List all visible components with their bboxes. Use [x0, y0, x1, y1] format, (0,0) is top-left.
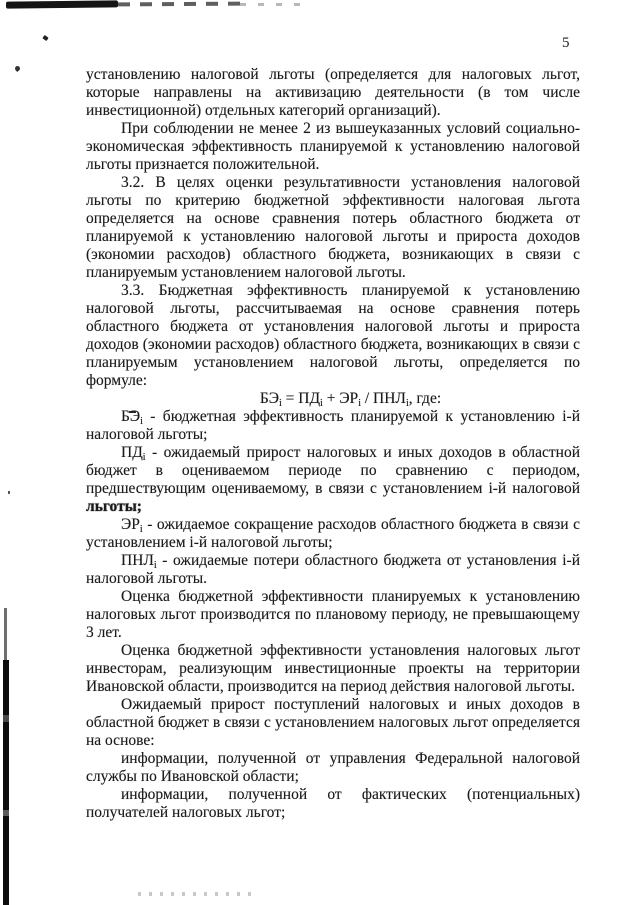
- formula-subscript: i: [405, 398, 409, 409]
- formula-subscript: i: [358, 398, 361, 409]
- paragraph-clause-3-3: 3.3. Бюджетная эффективность планируемой к установлению налоговой льготы, рассчитываемая на основе сравнения потерь областного бюджета от установления налоговой льготы и прироста доходов (экономии расходов) областного бюджета, возникающих в связи с планируемым установлением налоговой льготы, определяется по формуле:: [86, 282, 580, 389]
- scan-artifact-speck: [42, 35, 48, 41]
- scan-artifact-speck: [14, 65, 21, 72]
- scan-artifact-speck: [8, 491, 10, 494]
- paragraph: Оценка бюджетной эффективности планируемых к установлению налоговых льгот производится по плановому периоду, не превышающему 3 лет.: [86, 588, 580, 641]
- formula-term: БЭ: [259, 390, 279, 407]
- definition-text: - ожидаемые потери областного бюджета от установления i-й налоговой льготы.: [86, 552, 580, 587]
- definition-be: [86, 408, 580, 444]
- formula-subscript: i: [279, 398, 282, 409]
- definition-subscript: i: [142, 452, 146, 463]
- definition-subscript: i: [139, 524, 143, 535]
- definition-text-smudged: льготы;: [86, 498, 142, 515]
- formula-term: / ПНЛ: [360, 390, 406, 407]
- paragraph: При соблюдении не менее 2 из вышеуказанных условий социально-экономическая эффективность планируемой к установлению налоговой льготы признается положительной.: [86, 120, 580, 173]
- definition-subscript: i: [140, 416, 143, 427]
- paragraph: Ожидаемый прирост поступлений налоговых и иных доходов в областной бюджет в связи с установлением налоговых льгот определяется на основе:: [86, 696, 580, 749]
- formula-term: + ЭР: [322, 390, 359, 407]
- definition-text: - ожидаемое сокращение расходов областного бюджета в связи с установлением i-й налоговой льготы;: [86, 516, 580, 551]
- scan-artifact-top-streak: [6, 0, 118, 8]
- scan-artifact-top-dots: [240, 3, 310, 6]
- page-number: 5: [562, 35, 570, 51]
- formula-term: = ПД: [281, 390, 321, 407]
- paragraph-list-item: информации, полученной от управления Федеральной налоговой службы по Ивановской области;: [86, 750, 580, 785]
- formula-tail: , где:: [408, 390, 442, 407]
- definition-pd: [86, 444, 580, 516]
- scan-artifact-top-dashes: [118, 2, 240, 7]
- formula-subscript: i: [320, 398, 323, 409]
- definition-term: ПНЛ: [121, 552, 154, 569]
- paragraph: Оценка бюджетной эффективности установления налоговых льгот инвесторам, реализующим инвестиционные проекты на территории Ивановской области, производится на период действия налоговой льготы.: [86, 642, 580, 695]
- definition-subscript: i: [153, 560, 157, 571]
- document-text-block: [86, 66, 580, 822]
- definition-term: БЭ: [121, 408, 141, 425]
- definition-text: - ожидаемый прирост налоговых и иных доходов в областной бюджет в оцениваемом периоде по сравнению с периодом, предшествующим оцениваемому, в связи с установлением i-й налоговой: [86, 444, 580, 497]
- scan-artifact-left-bar-black: [3, 660, 9, 905]
- definition-term: ЭР: [121, 516, 140, 533]
- paragraph-clause-3-2: 3.2. В целях оценки результативности установления налоговой льготы по критерию бюджетной эффективности налоговая льгота определяется на основе сравнения потерь областного бюджета от планируемой к установлению налоговой льготы и прироста доходов (экономии расходов) областного бюджета, возникающих в связи с планируемым установлением налоговой льготы.: [86, 174, 580, 281]
- definition-pnl: [86, 552, 580, 588]
- definition-er: [86, 516, 580, 552]
- definition-term: ПД: [121, 444, 143, 461]
- paragraph-list-item: информации, полученной от фактических (потенциальных) получателей налоговых льгот;: [86, 786, 580, 821]
- definition-text: - бюджетная эффективность планируемой к установлению i-й налоговой льготы;: [86, 408, 580, 443]
- scan-artifact-left-bar-gray: [4, 608, 7, 664]
- scan-artifact-bottom-dots: [138, 892, 256, 896]
- formula: [86, 390, 580, 408]
- paragraph-continuation: установлению налоговой льготы (определяется для налоговых льгот, которые направлены на активизацию деятельности (в том числе инвестиционной) отдельных категорий организаций).: [86, 66, 580, 119]
